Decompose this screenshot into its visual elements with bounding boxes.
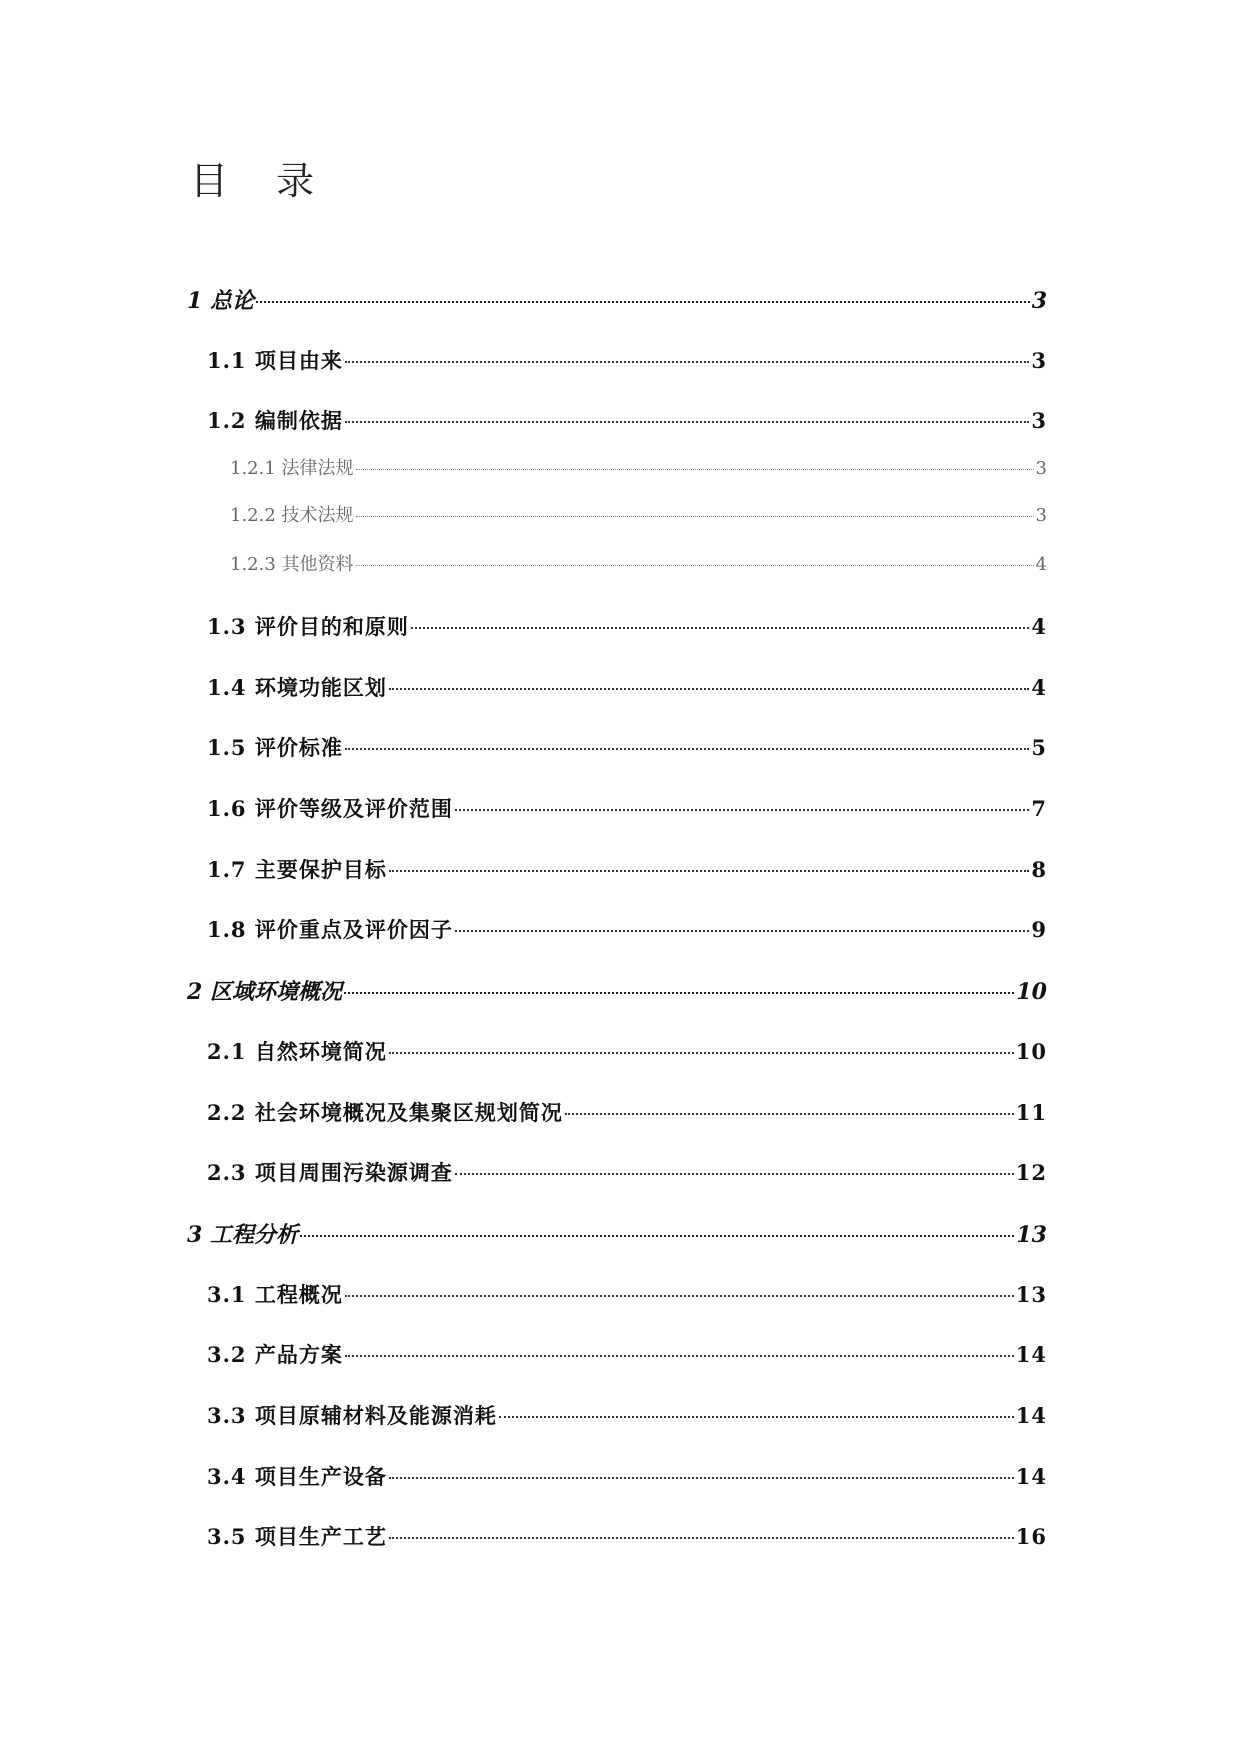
toc-entry-label: 1.2.3 其他资料: [230, 554, 354, 575]
toc-entry-label: 1 总论: [187, 288, 254, 314]
toc-entry-page: 14: [1015, 1403, 1047, 1428]
toc-leader-dots: [356, 565, 1034, 566]
toc-entry[interactable]: [207, 1339, 1047, 1369]
toc-entry-page: 4: [1031, 675, 1047, 700]
toc-leader-dots: [300, 1235, 1014, 1237]
toc-leader-dots: [345, 1295, 1014, 1297]
toc-entry-label: 3.1 工程概况: [207, 1282, 343, 1307]
toc-entry-page: 16: [1015, 1524, 1047, 1549]
toc-entry-label: 2.2 社会环境概况及集聚区规划简况: [207, 1100, 563, 1125]
toc-entry-page: 14: [1015, 1464, 1047, 1489]
toc-leader-dots: [499, 1416, 1014, 1418]
toc-leader-dots: [356, 516, 1034, 517]
toc-entry[interactable]: [207, 345, 1047, 375]
toc-entry-page: 3: [1031, 348, 1047, 373]
toc-leader-dots: [345, 421, 1030, 423]
toc-entry-page: 3: [1035, 458, 1047, 479]
toc-entry-label: 1.2.1 法律法规: [230, 458, 354, 479]
toc-entry-page: 10: [1016, 979, 1047, 1005]
toc-leader-dots: [389, 1477, 1014, 1479]
toc-entry-page: 12: [1015, 1160, 1047, 1185]
toc-entry-label: 1.7 主要保护目标: [207, 857, 387, 882]
toc-entry-page: 11: [1015, 1100, 1047, 1125]
toc-leader-dots: [455, 1173, 1014, 1175]
toc-entry-page: 13: [1016, 1222, 1047, 1248]
toc-entry[interactable]: [230, 454, 1047, 480]
toc-entry[interactable]: [207, 1521, 1047, 1551]
toc-entry[interactable]: [207, 1097, 1047, 1127]
toc-entry-page: 9: [1031, 917, 1047, 942]
toc-entry-label: 3.3 项目原辅材料及能源消耗: [207, 1403, 497, 1428]
toc-leader-dots: [345, 1355, 1014, 1357]
toc-leader-dots: [356, 469, 1034, 470]
toc-entry[interactable]: [230, 550, 1047, 576]
toc-leader-dots: [389, 1052, 1014, 1054]
toc-entry-page: 4: [1031, 614, 1047, 639]
toc-entry-label: 1.6 评价等级及评价范围: [207, 796, 453, 821]
toc-entry-page: 3: [1031, 288, 1047, 314]
toc-entry[interactable]: [207, 1279, 1047, 1309]
toc-entry[interactable]: [207, 1400, 1047, 1430]
toc-entry[interactable]: [207, 1036, 1047, 1066]
toc-entry-label: 3.4 项目生产设备: [207, 1464, 387, 1489]
toc-entry[interactable]: [230, 501, 1047, 527]
toc-entry-page: 7: [1031, 796, 1047, 821]
toc-entry-page: 14: [1015, 1342, 1047, 1367]
toc-entry-page: 10: [1015, 1039, 1047, 1064]
toc-entry-page: 3: [1035, 505, 1047, 526]
toc-entry-label: 1.8 评价重点及评价因子: [207, 917, 453, 942]
toc-leader-dots: [411, 627, 1030, 629]
toc-leader-dots: [565, 1113, 1014, 1115]
toc-entry-label: 1.3 评价目的和原则: [207, 614, 409, 639]
toc-entry-label: 3.2 产品方案: [207, 1342, 343, 1367]
toc-entry-page: 3: [1031, 408, 1047, 433]
toc-leader-dots: [345, 361, 1030, 363]
toc-entry-label: 3 工程分析: [187, 1222, 298, 1248]
toc-leader-dots: [455, 930, 1030, 932]
toc-leader-dots: [389, 1537, 1014, 1539]
toc-entry-label: 2 区域环境概况: [187, 979, 342, 1005]
toc-entry-label: 2.3 项目周围污染源调查: [207, 1160, 453, 1185]
toc-entry[interactable]: [207, 793, 1047, 823]
toc-entry[interactable]: [187, 975, 1047, 1006]
toc-entry[interactable]: [187, 1218, 1047, 1249]
toc-entry[interactable]: [207, 672, 1047, 702]
toc-entry-page: 8: [1031, 857, 1047, 882]
toc-leader-dots: [389, 870, 1030, 872]
toc-entry-label: 1.4 环境功能区划: [207, 675, 387, 700]
toc-entry-label: 3.5 项目生产工艺: [207, 1524, 387, 1549]
toc-leader-dots: [345, 748, 1030, 750]
toc-entry-label: 2.1 自然环境简况: [207, 1039, 387, 1064]
toc-entry-label: 1.2 编制依据: [207, 408, 343, 433]
toc-entry[interactable]: [207, 611, 1047, 641]
toc-entry-page: 13: [1015, 1282, 1047, 1307]
toc-leader-dots: [389, 688, 1030, 690]
toc-entry[interactable]: [207, 1157, 1047, 1187]
page-title: 目 录: [190, 159, 333, 203]
toc-entry[interactable]: [187, 284, 1047, 315]
toc-entry[interactable]: [207, 854, 1047, 884]
toc-entry-label: 1.5 评价标准: [207, 735, 343, 760]
toc-leader-dots: [256, 301, 1030, 303]
toc-entry-label: 1.1 项目由来: [207, 348, 343, 373]
toc-entry[interactable]: [207, 405, 1047, 435]
toc-entry-page: 5: [1031, 735, 1047, 760]
toc-entry[interactable]: [207, 914, 1047, 944]
toc-entry[interactable]: [207, 1461, 1047, 1491]
toc-entry[interactable]: [207, 732, 1047, 762]
toc-entry-label: 1.2.2 技术法规: [230, 505, 354, 526]
toc-leader-dots: [455, 809, 1030, 811]
toc-entry-page: 4: [1035, 554, 1047, 575]
toc-leader-dots: [344, 992, 1014, 994]
